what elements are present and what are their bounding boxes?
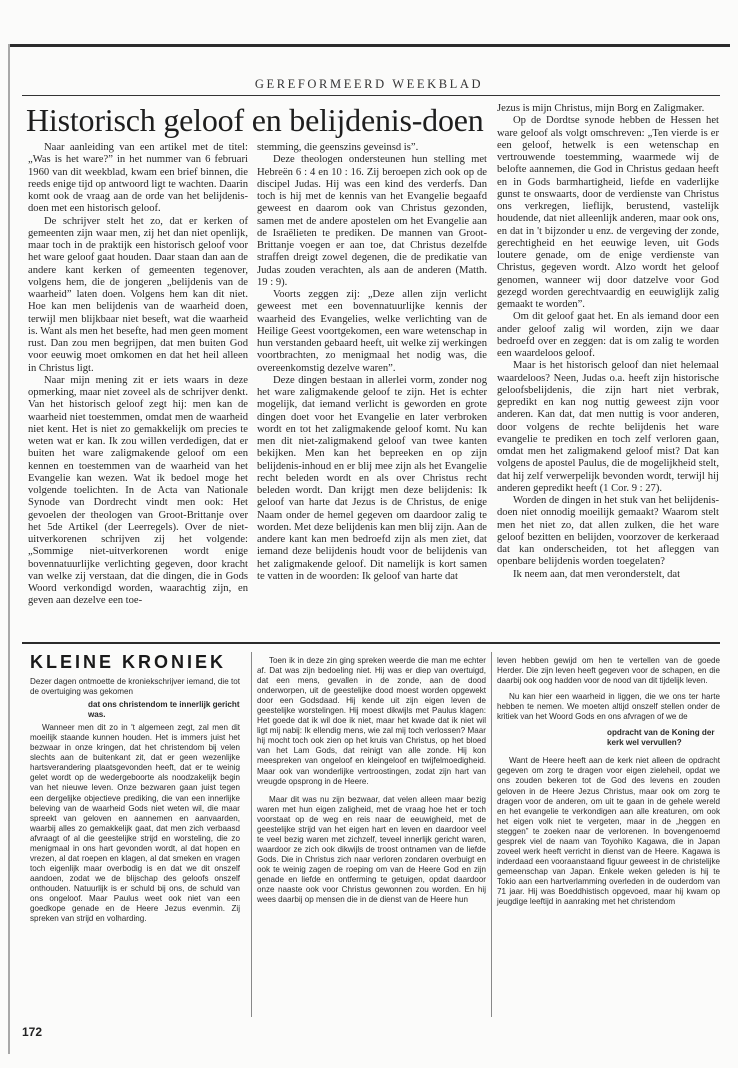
kroniek-column-3 [497,656,720,907]
masthead-rule [22,95,720,96]
kroniek-paragraph: Dezer dagen ontmoette de kroniekschrijver iemand, die tot de overtuiging was gekomen [30,677,240,697]
kroniek-paragraph: Nu kan hier een waarheid in liggen, die we ons ter harte hebben te nemen. We moeten altijd onszelf stellen onder de kritiek van het Woord Gods en ons afvragen of we de [497,692,720,722]
article-paragraph: Ik neem aan, dat men veronderstelt, dat [513,568,681,580]
article-title: Historisch geloof en belijdenis-doen [26,102,484,138]
kroniek-paragraph: leven hebben gewijd om hen te vertellen van de goede Herder. Die zijn leven heeft gegeven voor de schapen, en die daarbij ook oog hadden voor de nood van dit tijdelijk leven. [497,656,720,686]
article-paragraph: De schrijver stelt het zo, dat er kerken of gemeenten zijn waar men, zij het dan niet openlijk, maar toch in de praktijk een historisch geloof voor het ware geloof gaat houden. Daar staan dan aan de andere kant kerken of gemeenten tegenover, volgens hem, die de jongeren „belijdenis van de waarheid” laten doen. Volgens hem kan dit niet. Hoe kan men belijdenis van de waarheid doen, terwijl men blijkbaar niet beseft, wat die waarheid is. Want als men het besefte, had men geen moment rust. Dan zou men begrijpen, dat men buiten God voor eeuwig moet omkomen en dat het heil alleen in Christus ligt. [28,215,248,374]
article-paragraph: Worden de dingen in het stuk van het belijdenis-doen niet onnodig moeilijk gemaakt? Waarom stelt men het niet zo, dat allen zulken, die het ware geloof bezitten en belijden, voorzover de kerkeraad dat kan onderscheiden, tot het afleggen van openbare belijdenis worden toegelaten? [497,495,719,568]
kroniek-quote: opdracht van de Koning der kerk wel vervullen? [607,728,715,748]
kroniek-column-1 [30,677,240,924]
kroniek-column-2 [257,656,486,905]
article-paragraph: Jezus is mijn Christus, mijn Borg en Zaligmaker. [497,103,705,114]
article-paragraph: Voorts zeggen zij: „Deze allen zijn verlicht geweest met een bovennatuurlijke kennis der waarheid des Evangelies, welke verlichting van de Heilige Geest voortgekomen, een ware wetenschap in hun verstanden gebaard heeft, uit welke zij werkingen voortbrachten, zo menigmaal het nodig was, die overeenkomstig dezelve waren”. [257,289,487,374]
page-number: 172 [22,1025,43,1039]
article-paragraph: Naar aanleiding van een artikel met de titel: „Was is het ware?” in het nummer van 6 februari 1960 van dit weekblad, kwam een brief binnen, die reeds enige tijd op antwoord ligt te wachten. Daarin komt ook de vraag aan de orde van het belijdenis-doen met een historisch geloof. [28,142,248,215]
top-rule [10,44,730,47]
column-separator [491,652,492,1017]
article-paragraph: stemming, die geenszins geveinsd is”. [257,142,419,153]
column-separator [251,652,252,1017]
article-paragraph: Op de Dordtse synode hebben de Hessen het ware geloof als volgt omschreven: „Ten vierde is er een geloof, hetwelk is een wetenschap en vertrouwende toestemming, waarmede wij de belofte aannemen, die God in Christus gedaan heeft en in Gods barmhartigheid, liefde en vaderlijke gunst te onswaarts, door de verdienste van Christus ons verkregen, lieflijk, berustend, vastelijk houdende, dat niet alleenlijk anderen, maar ook ons, en dat in 't bijzonder u enz. de vergeving der zonde, gerechtigheid en het eeuwige leven, uit Gods loutere genade, om de enige verdienste van Christus, gegeven wordt. Alzo wordt het geloof genomen, wanneer wij door datzelve voor God gezegd worden gerechtvaardig en eeuwiglijk zalig gemaakt te worden”. [497,115,719,310]
article-column-2 [257,142,487,583]
article-paragraph: Deze dingen bestaan in allerlei vorm, zonder nog het ware zaligmakende geloof te zijn. Het is echter mogelijk, dat iemand verlicht is geworden en grote dingen doet voor het Evangelie en later verbroken wordt en tot het zaligmakende geloof komt. Nu kan men dit niet-zaligmakend geloof van twee kanten bekijken. Men kan het bepreeken en op zijn belijdenis-inhoud en er blij mee zijn als het Evangelie recht beleden wordt en als over Christus recht beleden wordt. Dan krijgt men deze belijdenis: Ik geloof van harte dat Jezus is de Christus, de enige Naam onder de hemel gegeven om daardoor zalig te worden. Met deze belijdenis kan men blij zijn. Aan de andere kant kan men bedroefd zijn als men ziet, dat iemand deze belijdenis houdt voor de belijdenis van het zaligmakende geloof. Dit namelijk is kort samen te vatten in de woorden: Ik geloof van harte dat [257,374,487,582]
kroniek-quote: dat ons christendom te innerlijk gericht was. [88,700,240,720]
kroniek-paragraph: Maar dit was nu zijn bezwaar, dat velen alleen maar bezig waren met hun eigen zaligheid, met de vraag hoe het er toch voorstaat op de weg en reis naar de eeuwigheid, met de geestelijke strijd van het eigen hart en leven en daardoor veel te veel bezig waren met zichzelf, teveel innerlijk gericht waren, waardoor ze zich ook dikwijls de troost ontnamen van de liefde Gods. Die in Christus zich naar verloren zondaren overbuigt en ook te weinig zagen de roeping om van de Heere God en zijn genade en liefde en ontferming te getuigen, opdat daardoor onze naaste ook voor Christus gewonnen zou worden. En hij wees daarbij op mensen die in de dienst van de Heere hun [257,794,486,905]
section-divider [22,642,720,644]
article-column-1 [28,142,248,608]
article-paragraph: Deze theologen ondersteunen hun stelling met Hebreën 6 : 4 en 10 : 16. Zij beroepen zich ook op de discipel Judas. Hij was een kind des verderfs. Dan toch is hij met de kennis van het Evangelie begaafd geweest en daarom ook van Christus gezonden, samen met de andere apostelen om het Evangelie aan de Israëlieten te prediken. De mannen van Groot-Brittanje voegen er aan toe, dat Christus dezelfde straffen dreigt zowel degenen, die de predikatie van Judas zouden verachten, als aan de anderen (Matth. 19 : 9). [257,154,487,288]
kroniek-heading: KLEINE KRONIEK [30,652,227,672]
left-binding-edge [8,44,10,1054]
article-paragraph: Om dit geloof gaat het. En als iemand door een ander geloof zalig wil worden, zijn we daar bedroefd over en zeggen: dat is om zalig te worden een waardeloos geloof. [497,311,719,359]
masthead: GEREFORMEERD WEEKBLAD [254,77,484,91]
article-paragraph: Maar is het historisch geloof dan niet helemaal waardeloos? Neen, Judas o.a. heeft zijn historische geloofsbelijdenis, die zijn hart niet verbrak, gepredikt en kan nog nuttig geweest zijn voor anderen. Kan dat, dat men nuttig is voor anderen, door volgens de rechte belijdenis het ware evangelie te prediken en toch zelf verloren gaan, omdat men het zaligmakend geloof mist? Dat kan volgens de apostel Paulus, die de mogelijkheid stelt, dat hij zelf verwerpelijk bevonden wordt, terwijl hij anderen gepredikt heeft (1 Cor. 9 : 27). [497,360,719,494]
article-column-3 [497,103,719,581]
kroniek-paragraph: Want de Heere heeft aan de kerk niet alleen de opdracht gegeven om zorg te dragen voor eigen zieleheil, opdat we ons zouden bekeren tot de God des levens en zouden geloven in de Heere Jezus Christus, maar ook om zorg te dragen voor de anderen, om uit te gaan in de gehele wereld en het evangelie te verkondigen aan alle kreaturen, om ook het eigen volk niet te vergeten, maar in de „heggen en steggen” te zoeken naar de verlorenen. In bovengenoemd gesprek viel de naam van Toyohiko Kagawa, die in Japan zoveel werk heeft verricht in dienst van de Heere. Kagawa is inderdaad een vooraanstaand figuur geweest in de christelijke gemeenschap van Japan. Enkele weken geleden is hij te Tokio aan een hartverlamming overleden in de ouderdom van 71 jaar. Hij was Boeddhistisch opgevoed, maar hij kwam op jeugdige leeftijd in aanraking met het christendom [497,756,720,907]
kroniek-paragraph: Toen ik in deze zin ging spreken weerde die man me echter af. Dat was zijn bedoeling niet. Hij was er diep van overtuigd, dat een mens, gevallen in de zonde, aan de dood onderworpen, uit de geestelijke dood moest worden opgewekt door een Godsdaad. Hij kende uit zijn eigen leven de geestelijke worstelingen. Hij moest dikwijls met Paulus klagen: Het goede dat ik wil doe ik niet, maar het kwade dat ik niet wil ligt mij nabij: Ik ellendig mens, wie zal mij toch verlossen? Maar hij mocht toch ook zien op het kruis van Christus, op het bloed van het Lam Gods, dat reinigt van alle zonde. Hij kon meespreken van ongeloof en kleingeloof en twijfelmoedigheid. Maar ook van wonderlijke vertroostingen, zodat zijn hart van vreugde opsprong in de Heere. [257,656,486,786]
kroniek-paragraph: Wanneer men dit zo in 't algemeen zegt, zal men dit moeilijk staande kunnen houden. Het is immers juist het bezwaar in onze kringen, dat het christendom bij velen slechts aan de buitenkant zit, dat er geen wezenlijke hartsverandering plaatsgevonden heeft, dat er te weinig gelet wordt op de wedergeboorte als noodzakelijk begin van het nieuwe leven. Onze bezwaren gaan juist tegen een dergelijke objectieve prediking, die van een innerlijke beleving van de waarheid Gods niet weten wil, die maar spreekt van geloven en aannemen en aanvaarden, waarbij alles zo gemakkelijk gaat, dat men zich verbaasd afvraagt of al die geestelijke strijd en worsteling, die zo menigmaal in ons hart gevonden wordt, al dat hopen en vrezen, al dat roepen en klagen, al dat smeken en vragen toch eigenlijk maar overbodig is en dat we dit onszelf aandoen, zodat we de blijschap des geloofs onszelf onthouden. Natuurlijk is er schuld bij ons, de schuld van ons ongeloof. Maar Paulus weet ook niet van een goedkope genade en de Heere Jezus evenmin. Zij spreken van strijd en volharding. [30,723,240,924]
article-paragraph: Naar mijn mening zit er iets waars in deze opmerking, maar niet zoveel als de schrijver denkt. Van het historisch geloof zegt hij: men kan de waarheid niet toestemmen, omdat men de waarheid niet kent. Het is niet zo gemakkelijk om precies te weten wat er kan. Ik zou willen verdedigen, dat er buiten het ware zaligmakende geloof om een kennen en toestemmen van de waarheid van het Evangelie kan wezen. Wat ik bedoel moge het volgende toelichten. In de Acta van Nationale Synode van Dordrecht vindt men ook: Het gevoelen der theologen van Groot-Brittanje over het 5de Artikel (der Leerregels). Over de niet-uitverkorenen schrijven zij het volgende: „Sommige niet-uitverkorenen wordt enige bovennatuurlijke verlichting gegeven, door kracht van welke zij verstaan, dat die dingen, die in Gods Woord verkondigd worden, waarachtig zijn, en geven aan dezelve een toe- [28,374,248,607]
